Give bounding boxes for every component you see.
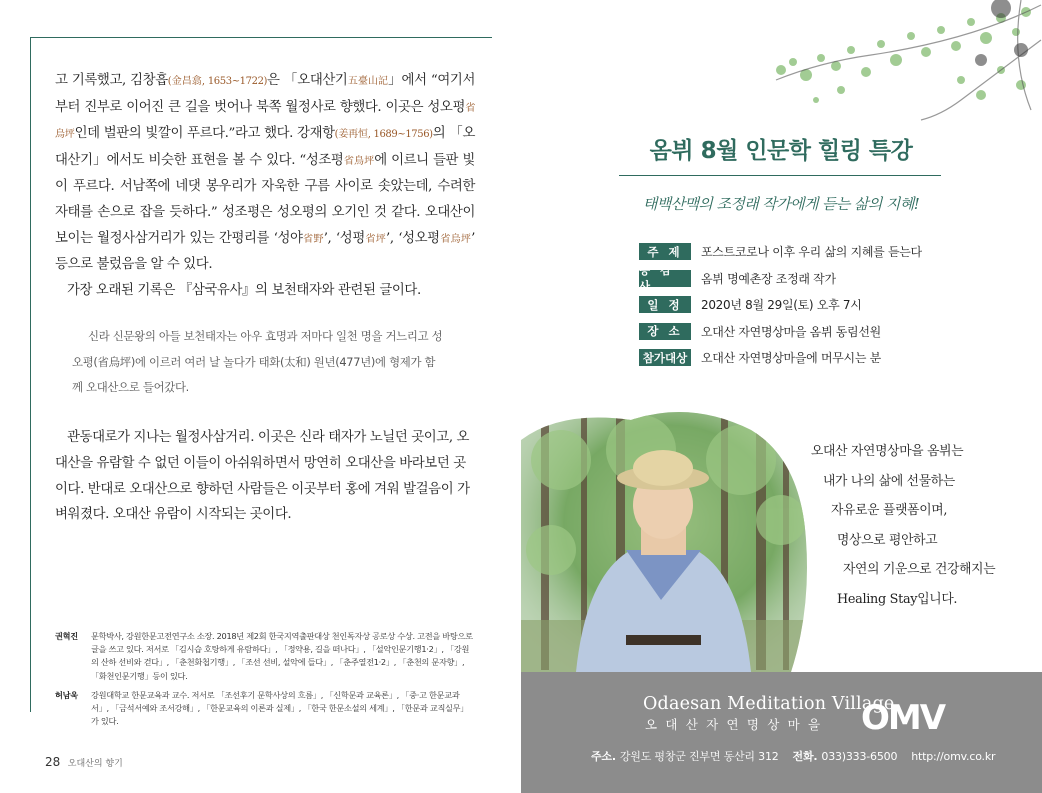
- body-paragraph-1: [55, 68, 475, 303]
- title-underline: [619, 175, 941, 176]
- author-bio: 강원대학교 한문교육과 교수. 저서로 「조선후기 문학사상의 흐름」, 「신학문과 교육론」, 「중·고 한문교과서」, 「금석서예와 조서강해」, 「한문교육의 이론과 실제」, 「한국 한문소설의 세계」, 「한문과 교직실무」가 있다.: [91, 689, 469, 727]
- info-value: 옴뷔 명예촌장 조정래 작가: [701, 271, 836, 286]
- poem-line: 오대산 자연명상마을 옴뷔는: [811, 444, 964, 459]
- page-number: 28: [45, 755, 61, 769]
- info-value: 오대산 자연명상마을 옴뷔 동림선원: [701, 324, 881, 339]
- info-value: 오대산 자연명상마을에 머무시는 분: [701, 351, 881, 365]
- paragraph-2: 가장 오래된 기록은 『삼국유사』의 보천태자와 관련된 글이다.: [67, 282, 421, 298]
- brand-bar: [521, 672, 1042, 793]
- info-value: 2020년 8월 29일(토) 오후 7시: [701, 298, 862, 312]
- poem-line: 내가 나의 삶에 선물하는: [823, 473, 955, 489]
- poem-text: [803, 440, 1033, 617]
- author-info: [55, 630, 475, 734]
- author-bio: 문학박사, 강원한문고전연구소 소장. 2018년 제2회 한국지역출판대상 천인독자상 공로상 수상. 고전을 바탕으로 글을 쓰고 있다. 저서로 「김시습 호탕하게 유람하다」, 「정약용, 길을 떠나다」, 「설악인문기행1·2」, 「강원의 산하 선비와 걷다」, 「춘천화첩기행」, 「조선 선비, 설악에 들다」, 「춘주열전1·2」, 「춘천의 문자향」, 「화천인문기행」등이 있다.: [91, 631, 473, 681]
- event-subtitle: 태백산맥의 조정래 작가에게 듣는 삶의 지혜!: [642, 195, 920, 213]
- phone-label: 전화.: [792, 750, 818, 763]
- publication-name: 오대산의 향기: [67, 759, 123, 769]
- brand-name-ko: 오대산자연명상마을: [645, 717, 829, 732]
- address-text: 강원도 평창군 진부면 동산리 312: [619, 750, 779, 763]
- info-row-topic: [639, 241, 939, 262]
- poem-line: Healing Stay입니다.: [837, 591, 958, 607]
- info-row-schedule: [639, 294, 939, 315]
- info-label: 공 감 사: [639, 270, 691, 287]
- quote-line: 오평(省烏坪)에 이르러 여러 날 놀다가 태화(太和) 원년(477년)에 형제가 함: [72, 354, 436, 369]
- contact-info: [591, 748, 995, 764]
- author-row: [55, 689, 475, 729]
- event-title: 옴뷔 8월 인문학 힐링 특강: [649, 138, 913, 164]
- quote-line: 신라 신문왕의 아들 보천태자는 아우 효명과 저마다 일천 명을 거느리고 성: [88, 329, 443, 343]
- omv-logo: [859, 696, 954, 736]
- speaker-forest-photo: [521, 400, 821, 672]
- poem-line: 자유로운 플랫폼이며,: [831, 503, 948, 518]
- author-name: 권혁진: [55, 631, 78, 641]
- info-row-venue: [639, 321, 939, 342]
- author-name: 허남욱: [55, 689, 78, 700]
- poem-line: 자연의 기운으로 건강해지는: [843, 562, 996, 577]
- right-page: [521, 0, 1042, 793]
- foliage-illustration: [721, 0, 1042, 140]
- quote-block: [72, 324, 464, 401]
- paragraph-3: 관동대로가 지나는 월정사삼거리. 이곳은 신라 태자가 노닐던 곳이고, 오대산을 유람할 수 없던 이들이 아쉬워하면서 망연히 오대산을 바라보던 곳이다. 반대로 오대산으로 향하던 사람들은 이곳부터 홍에 겨워 발걸음이 가벼워졌다. 오대산 유람이 시작되는 곳이다.: [55, 430, 470, 523]
- svg-text:OMV: OMV: [861, 698, 945, 736]
- info-label: 주 제: [639, 243, 691, 260]
- info-label: 참가대상: [639, 349, 691, 366]
- address-label: 주소.: [591, 750, 616, 763]
- phone-number: 033)333-6500: [821, 750, 898, 763]
- page-footer: [45, 755, 123, 769]
- info-label: 일 정: [639, 296, 691, 313]
- event-info-list: [639, 241, 939, 374]
- quote-line: 께 오대산으로 들어갔다.: [72, 380, 189, 395]
- body-paragraph-3: [55, 425, 475, 528]
- brand-name-en: Odaesan Meditation Village: [643, 694, 895, 714]
- info-row-speaker: [639, 263, 939, 293]
- author-row: [55, 630, 475, 683]
- website-link[interactable]: http://omv.co.kr: [911, 750, 996, 763]
- info-row-audience: [639, 347, 939, 368]
- poem-line: 명상으로 평안하고: [837, 532, 938, 548]
- info-label: 장 소: [639, 323, 691, 340]
- info-value: 포스트코로나 이후 우리 삶의 지혜를 듣는다: [701, 245, 922, 259]
- paragraph-1: 고 기록했고, 김창흡(金昌翕, 1653~1722)은 「오대산기五臺山記」에서 “여기서부터 진부로 이어진 큰 길을 벗어나 북쪽 월정사로 향했다. 이곳은 성오평省烏坪인데 벌판의 빛깔이 푸르다.”라고 했다. 강재항(姜再恒, 1689~1756)의 「오대산기」에서도 비슷한 표현을 볼 수 있다. “성조평省鳥坪에 이르니 들판 빛이 푸르다. 서남쪽에 네댓 봉우리가 자욱한 구름 사이로 솟았는데, 수려한 자태를 손으로 잡을 듯하다.” 성조평은 성오평의 오기인 것 같다. 오대산이 보이는 월정사삼거리가 있는 간평리를 ‘성야省野’, ‘성평省坪’, ‘성오평省烏坪’ 등으로 불렀음을 알 수 있다.: [55, 73, 475, 273]
